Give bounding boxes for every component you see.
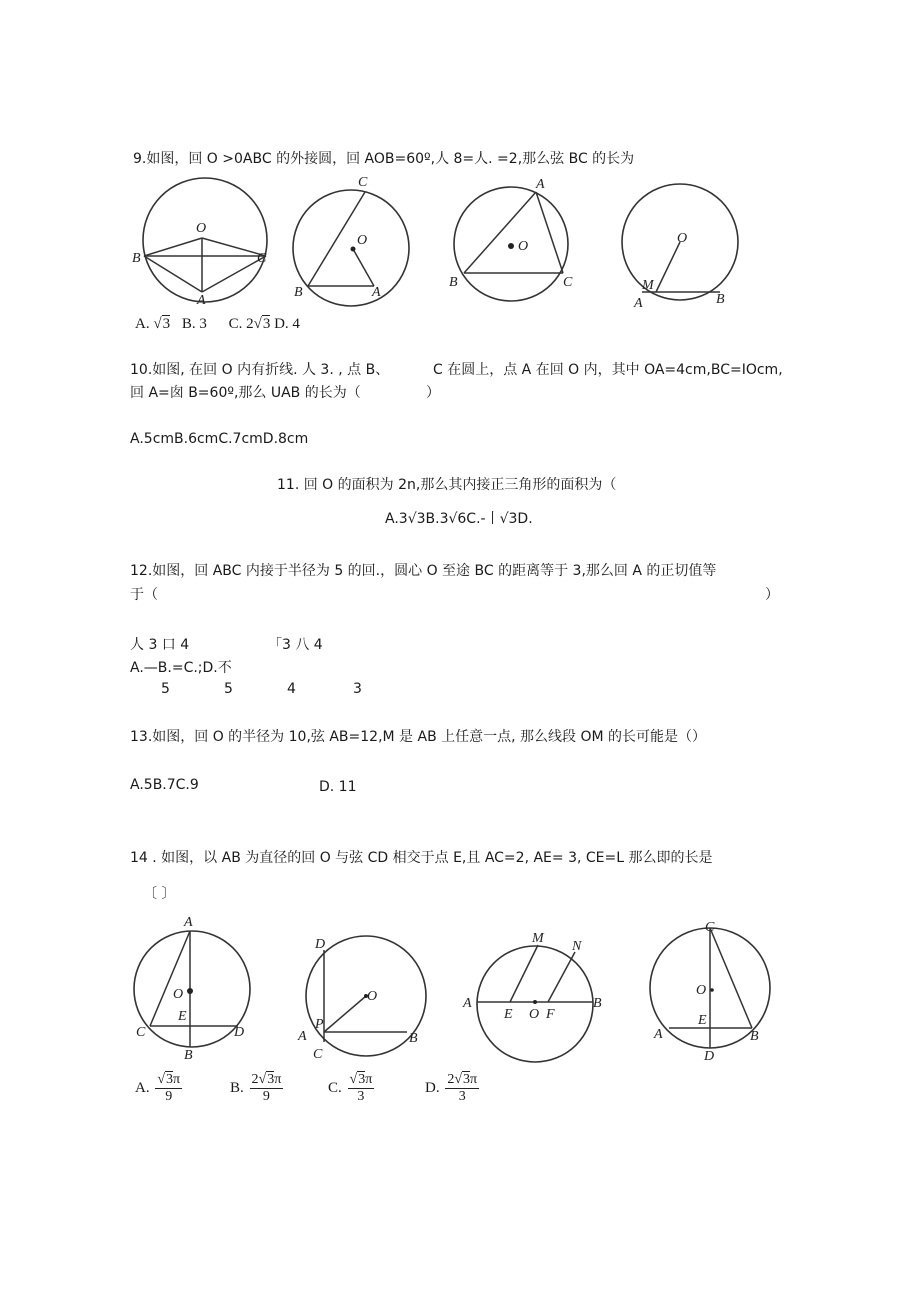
q14-option-denominator: 9 xyxy=(165,1089,173,1104)
q14-option-denominator: 9 xyxy=(262,1089,270,1104)
q9-option-a: A. xyxy=(135,316,154,332)
q14-f2-label: P xyxy=(315,1017,324,1032)
q14-option-pi: π xyxy=(470,1072,478,1087)
q13-stem: 13.如图，回 O 的半径为 10,弦 AB=12,M 是 AB 上任意一点, 那么线段 OM 的长可能是（） xyxy=(130,729,707,745)
q9-stem: 9.如图，回 O >0ABC 的外接圆，回 AOB=60º,人 8=人. =2,那么弦 BC 的长为 xyxy=(133,151,635,167)
q9-f2-label: B xyxy=(294,285,303,300)
q14-option-pi: π xyxy=(173,1072,181,1087)
q10-line1a: 10.如图, 在回 O 内有折线. 人 3. , 点 B、 xyxy=(130,362,390,378)
q10-line1b: C 在圆上，点 A 在回 O 内，其中 OA=4cm,BC=IOcm, xyxy=(433,362,783,378)
q12-row1a: 人 3 口 4 xyxy=(130,637,190,653)
q14-f1-label: O xyxy=(173,987,184,1002)
q14-option-radicand: 3 xyxy=(166,1072,174,1087)
q10-line2b: ） xyxy=(426,385,440,401)
q9-f2-label: C xyxy=(358,175,368,190)
q12-denominator: 5 xyxy=(224,681,233,697)
q14-f2-label: D xyxy=(315,937,326,952)
q14-f3-label: F xyxy=(546,1007,555,1022)
q14-option-c: C. $\frac{√3\pi}{3}$ xyxy=(328,1072,373,1104)
q14-f1-label: E xyxy=(178,1009,187,1024)
q9-f2-label: A xyxy=(372,285,381,300)
q14-f3-label: A xyxy=(463,996,472,1011)
q9-f4-label: A xyxy=(634,296,643,311)
q14-f4-label: A xyxy=(654,1027,663,1042)
q9-figure-3 xyxy=(445,176,585,296)
q12-denominator: 5 xyxy=(161,681,170,697)
q9-f1-label: A xyxy=(197,293,206,308)
q9-options: A. √3 B. 3 C. 2√3 D. 4 xyxy=(135,316,300,332)
q14-f2-label: B xyxy=(409,1031,418,1046)
q9-f4-label: O xyxy=(677,231,688,246)
q14-option-pi: π xyxy=(274,1072,282,1087)
q14-option-letter: C. xyxy=(328,1079,342,1096)
q12-denominator: 4 xyxy=(287,681,296,697)
q14-option-pi: π xyxy=(365,1072,373,1087)
q14-f4-label: D xyxy=(704,1049,715,1064)
q14-f4-label: B xyxy=(750,1029,759,1044)
q9-figure-2 xyxy=(290,172,420,304)
q9-figure-4 xyxy=(620,180,745,310)
q9-option-c-radicand: 3 xyxy=(262,316,271,332)
q14-option-coef: 2 xyxy=(251,1072,259,1087)
q9-f4-label: B xyxy=(716,292,725,307)
q14-f3-label: M xyxy=(532,931,544,946)
q14-option-radicand: 3 xyxy=(358,1072,366,1087)
q14-f4-label: O xyxy=(696,983,707,998)
q9-f3-label: C xyxy=(563,275,573,290)
q14-f1-label: C xyxy=(136,1025,146,1040)
q14-option-letter: A. xyxy=(135,1079,150,1096)
q14-figure-4 xyxy=(650,918,775,1063)
q14-figure-2 xyxy=(295,928,435,1063)
q13-options-abc: A.5B.7C.9 xyxy=(130,777,199,793)
q13-option-d: D. 11 xyxy=(319,779,357,795)
q14-f4-label: C xyxy=(705,920,715,935)
q14-option-d: D. $\frac{2√3\pi}{3}$ xyxy=(425,1072,478,1104)
q9-option-a-radicand: 3 xyxy=(162,316,171,332)
q10-options: A.5cmB.6cmC.7cmD.8cm xyxy=(130,431,309,447)
q14-f1-label: A xyxy=(184,915,193,930)
q14-f2-label: A xyxy=(298,1029,307,1044)
q9-f3-label: A xyxy=(536,177,545,192)
q14-option-radicand: 3 xyxy=(463,1072,471,1087)
q14-stem: 14 . 如图，以 AB 为直径的回 O 与弦 CD 相交于点 E,且 AC=2, AE= 3, CE=L 那么即的长是 xyxy=(130,850,713,866)
q9-option-c: C. 2 xyxy=(228,316,254,332)
q9-option-d: D. 4 xyxy=(274,316,300,332)
q12-line2a: 于（ xyxy=(130,587,158,603)
q10-line2a: 回 A=囱 B=60º,那么 UAB 的长为（ xyxy=(130,385,361,401)
q9-f4-label: M xyxy=(642,278,654,293)
q9-f1-label: C xyxy=(257,251,267,266)
q14-option-letter: B. xyxy=(230,1079,244,1096)
q14-option-denominator: 3 xyxy=(458,1089,466,1104)
q14-option-b: B. $\frac{2√3\pi}{9}$ xyxy=(230,1072,282,1104)
q9-f2-label: O xyxy=(357,233,368,248)
q14-f3-label: O xyxy=(529,1007,540,1022)
q9-figure-1 xyxy=(130,178,280,308)
q12-denominator: 3 xyxy=(353,681,362,697)
q9-f3-label: O xyxy=(518,239,529,254)
q9-option-b: B. 3 xyxy=(181,316,207,332)
q14-f1-label: D xyxy=(234,1025,245,1040)
q14-figure-3 xyxy=(460,930,610,1060)
q14-f3-label: N xyxy=(572,939,582,954)
q12-row2: A.—B.=C.;D.不 xyxy=(130,660,232,676)
q14-option-letter: D. xyxy=(425,1079,440,1096)
q9-f1-label: O xyxy=(196,221,207,236)
q11-stem: 11. 回 O 的面积为 2n,那么其内接正三角形的面积为（ xyxy=(277,477,617,493)
q14-f2-label: C xyxy=(313,1047,323,1062)
q14-option-coef: 2 xyxy=(447,1072,455,1087)
q11-options: A.3√3B.3√6C.-丨√3D. xyxy=(385,511,533,527)
q14-option-a: A. $\frac{√3\pi}{9}$ xyxy=(135,1072,181,1104)
q14-option-denominator: 3 xyxy=(357,1089,365,1104)
q14-f3-label: B xyxy=(593,996,602,1011)
q12-line1: 12.如图，回 ABC 内接于半径为 5 的回.，圆心 O 至途 BC 的距离等于 3,那么回 A 的正切值等 xyxy=(130,563,717,579)
q14-figure-1 xyxy=(128,914,258,1064)
q14-f2-label: O xyxy=(367,989,378,1004)
q14-f1-label: B xyxy=(184,1048,193,1063)
q12-row1b: 「3 八 4 xyxy=(268,637,323,653)
q14-bracket: 〔 〕 xyxy=(143,886,176,902)
q14-option-radicand: 3 xyxy=(267,1072,275,1087)
q9-f3-label: B xyxy=(449,275,458,290)
q14-f3-label: E xyxy=(504,1007,513,1022)
q14-f4-label: E xyxy=(698,1013,707,1028)
q9-f1-label: B xyxy=(132,251,141,266)
q12-line2b: ） xyxy=(765,587,779,603)
